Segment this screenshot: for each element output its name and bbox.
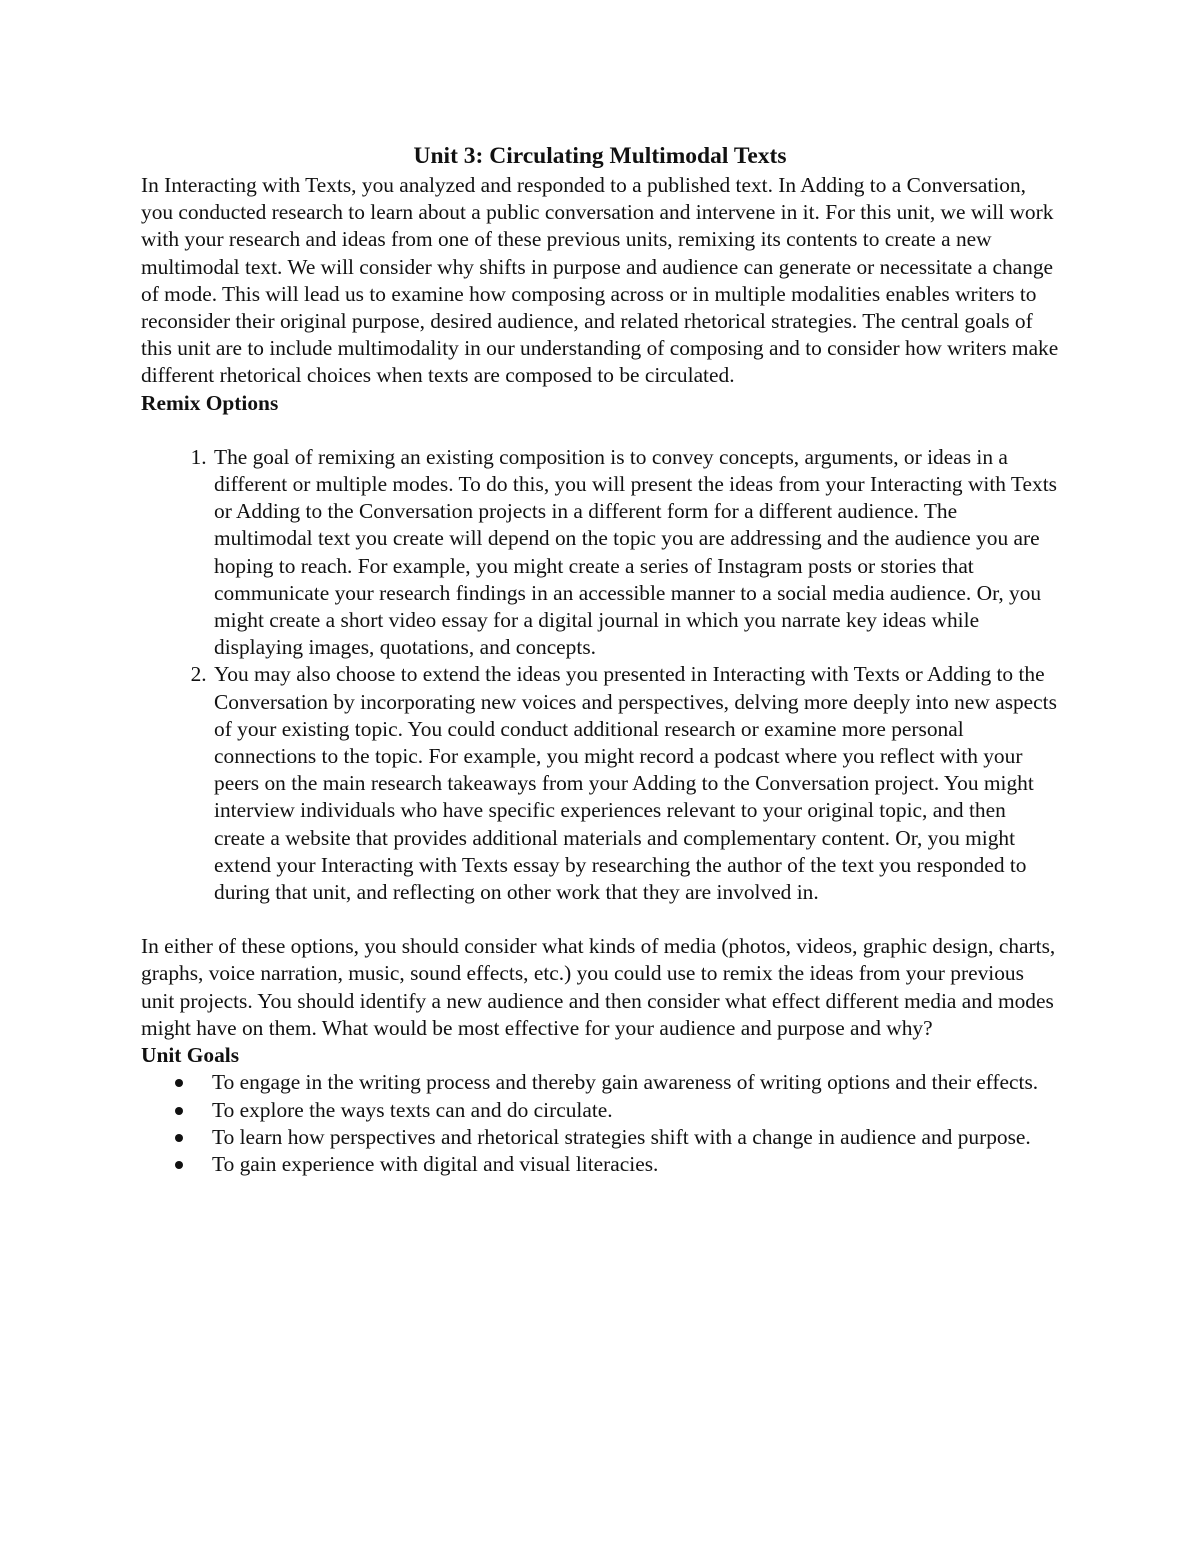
- bullet-icon: [175, 1134, 183, 1142]
- list-item: [141, 1069, 1059, 1096]
- bullet-icon: [175, 1161, 183, 1169]
- list-item: [141, 1151, 1059, 1178]
- unit-goals-list: [141, 1069, 1059, 1178]
- closing-paragraph: In either of these options, you should consider what kinds of media (photos, videos, graphic design, charts, graphs, voice narration, music, sound effects, etc.) you could use to remix the ideas from your previous unit projects. You should identify a new audience and then consider what effect different media and modes might have on them. What would be most effective for your audience and purpose and why?: [141, 934, 1056, 1040]
- list-item: 2. You may also choose to extend the ideas you presented in Interacting with Texts or Adding to the Conversation by incorporating new voices and perspectives, delving more deeply into new aspects of your existing topic. You could conduct additional research or examine more personal connections to the topic. For example, you might record a podcast where you reflect with your peers on the main research takeaways from your Adding to the Conversation project. You might interview individuals who have specific experiences relevant to your original topic, and then create a website that provides additional materials and complementary content. Or, you might extend your Interacting with Texts essay by researching the author of the text you responded to during that unit, and reflecting on other work that they are involved in.: [212, 661, 1059, 906]
- intro-paragraph: In Interacting with Texts, you analyzed and responded to a published text. In Adding to a Conversation, you conducted research to learn about a public conversation and intervene in it. For this unit, we will work with your research and ideas from one of these previous units, remixing its contents to create a new multimodal text. We will consider why shifts in purpose and audience can generate or necessitate a change of mode. This will lead us to examine how composing across or in multiple modalities enables writers to reconsider their original purpose, desired audience, and related rhetorical strategies. The central goals of this unit are to include multimodality in our understanding of composing and to consider how writers make different rhetorical choices when texts are composed to be circulated.: [141, 173, 1059, 388]
- list-item: [141, 1124, 1059, 1151]
- bullet-icon: [175, 1079, 183, 1087]
- list-item: [141, 1097, 1059, 1124]
- bullet-icon: [175, 1107, 183, 1115]
- page-title: Unit 3: Circulating Multimodal Texts: [413, 143, 787, 169]
- list-item-text: To explore the ways texts can and do circulate.: [212, 1097, 613, 1122]
- list-item-text: To learn how perspectives and rhetorical strategies shift with a change in audience and purpose.: [212, 1124, 1031, 1149]
- list-item: 1. The goal of remixing an existing composition is to convey concepts, arguments, or ideas in a different or multiple modes. To do this, you will present the ideas from your Interacting with Texts or Adding to the Conversation projects in a different form for a different audience. The multimodal text you create will depend on the topic you are addressing and the audience you are hoping to reach. For example, you might create a series of Instagram posts or stories that communicate your research findings in an accessible manner to a social media audience. Or, you might create a short video essay for a digital journal in which you narrate key ideas while displaying images, quotations, and concepts.: [212, 444, 1059, 662]
- remix-options-heading: Remix Options: [141, 390, 279, 415]
- list-item-text: To engage in the writing process and thereby gain awareness of writing options and their effects.: [212, 1070, 1039, 1095]
- document-page: [141, 140, 1059, 1178]
- unit-goals-heading: Unit Goals: [141, 1043, 240, 1068]
- list-item-text: To gain experience with digital and visual literacies.: [212, 1151, 659, 1176]
- remix-options-list: [141, 444, 1059, 906]
